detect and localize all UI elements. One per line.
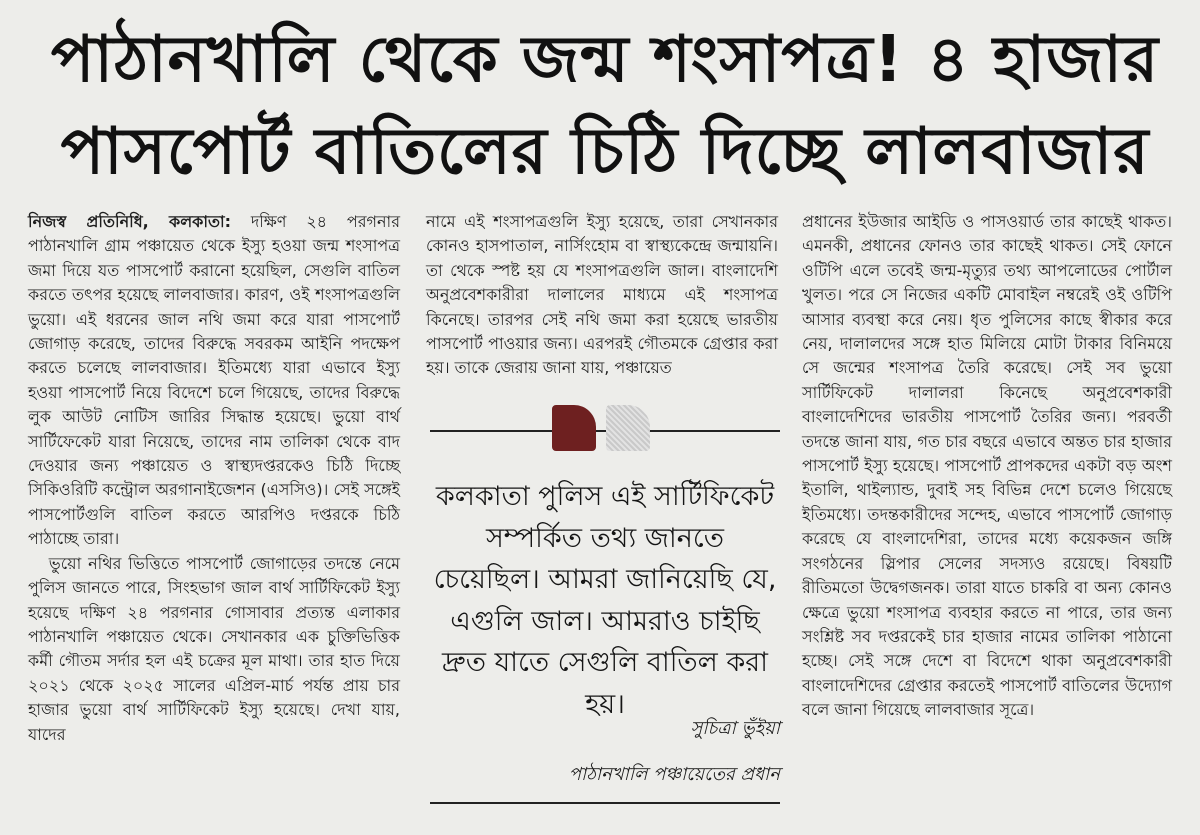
article-paragraph: নামে এই শংসাপত্রগুলি ইস্যু হয়েছে, তারা সেখানকার কোনও হাসপাতাল, নার্সিংহোম বা স্বাস্থ্যকেন্দ্রে জন্মায়নি। তা থেকে স্পষ্ট হয় যে শংসাপত্রগুলি জাল। বাংলাদেশি অনুপ্রবেশকারীরা দালালের মাধ্যমে এই শংসাপত্র কিনেছে। তারপর সেই নথি জমা করা হয়েছে ভারতীয় পাসপোর্ট পাওয়ার জন্য। এরপরই গৌতমকে গ্রেপ্তার করা হয়। তাকে জেরায় জানা যায়, পঞ্চায়েত [426, 212, 778, 378]
article-paragraph [28, 210, 400, 552]
article-column-2 [426, 210, 778, 381]
article-column-3 [802, 210, 1172, 723]
pull-quote: কলকাতা পুলিস এই সার্টিফিকেট সম্পর্কিত তথ্য জানতে চেয়েছিল। আমরা জানিয়েছি যে, এগুলি জাল। আমরাও চাইছি দ্রুত যাতে সেগুলি বাতিল করা হয়। [433, 481, 777, 720]
article-paragraph: ভুয়ো নথির ভিত্তিতে পাসপোর্ট জোগাড়ের তদন্তে নেমে পুলিস জানতে পারে, সিংহভাগ জাল বার্থ সার্টিফিকেট ইস্যু হয়েছে দক্ষিণ ২৪ পরগনার গোসাবার প্রত্যন্ত এলাকার পাঠানখালি পঞ্চায়েত থেকে। সেখানকার এক চুক্তিভিত্তিক কর্মী গৌতম সর্দার হল এই চক্রের মূল মাথা। তার হাত দিয়ে ২০২১ থেকে ২০২৫ সালের এপ্রিল-মার্চ পর্যন্ত প্রায় চার হাজার ভুয়ো বার্থ সার্টিফিকেট ইস্যু হয়েছে। দেখা যায়, যাদের [28, 553, 400, 744]
headline-line-2: পাসপোর্ট বাতিলের চিঠি দিচ্ছে লালবাজার [60, 115, 1150, 189]
quote-mark-icon [552, 405, 596, 451]
quote-attribution-role: পাঠানখালি পঞ্চায়েতের প্রধান [568, 764, 780, 785]
article-paragraph: প্রধানের ইউজার আইডি ও পাসওয়ার্ড তার কাছেই থাকত। এমনকী, প্রধানের ফোনও তার কাছেই থাকত। সেই ফোনে ওটিপি এলে তবেই জন্ম-মৃত্যুর তথ্য আপলোডের পোর্টাল খুলত। পরে সে নিজের একটি মোবাইল নম্বরেই ওই ওটিপি আসার ব্যবস্থা করে নেয়। ধৃত পুলিসের কাছে স্বীকার করে নেয়, দালালদের সঙ্গে হাত মিলিয়ে মোটা টাকার বিনিময়ে সে জন্মের শংসাপত্র তৈরি করেছে। সেই সব ভুয়ো সার্টিফিকেট দালালরা কিনেছে অনুপ্রবেশকারী বাংলাদেশিদের ভারতীয় পাসপোর্ট তৈরির জন্য। পরবর্তী তদন্তে জানা যায়, গত চার বছরে এভাবে অন্তত চার হাজার পাসপোর্ট ইস্যু হয়েছে। পাসপোর্ট প্রাপকদের একটা বড় অংশ ইতালি, থাইল্যান্ড, দুবাই সহ বিভিন্ন দেশে চলেও গিয়েছে ইতিমধ্যে। তদন্তকারীদের সন্দেহ, এভাবে পাসপোর্ট জোগাড় করেছে যে বাংলাদেশিরা, তাদের মধ্যে কয়েকজন জঙ্গি সংগঠনের স্লিপার সেলের সদস্যও রয়েছে। বিষয়টি রীতিমতো উদ্বেগজনক। তারা যাতে চাকরি বা অন্য কোনও ক্ষেত্রে ভুয়ো শংসাপত্র ব্যবহার করতে না পারে, তার জন্য সংশ্লিষ্ট সব দপ্তরকেই চার হাজার নামের তালিকা পাঠানো হচ্ছে। সেই সঙ্গে দেশে বা বিদেশে থাকা অনুপ্রবেশকারী বাংলাদেশিদের গ্রেপ্তার করতেই পাসপোর্ট বাতিলের উদ্যোগ বলে জানা গিয়েছে লালবাজার সূত্রে। [802, 212, 1172, 720]
quote-attribution-name: সুচিত্রা ভুঁইয়া [690, 718, 780, 739]
quote-divider-top [430, 430, 780, 432]
quote-mark-icon [606, 405, 650, 451]
quote-divider-bottom [430, 802, 780, 804]
paragraph-text: দক্ষিণ ২৪ পরগনার পাঠানখালি গ্রাম পঞ্চায়েত থেকে ইস্যু হওয়া জন্ম শংসাপত্র জমা দিয়ে যত পাসপোর্ট করানো হয়েছিল, সেগুলি বাতিল করতে তৎপর হয়েছে লালবাজার। কারণ, ওই শংসাপত্রগুলি ভুয়ো। এই ধরনের জাল নথি জমা করে যারা পাসপোর্ট জোগাড় করেছে, তাদের বিরুদ্ধে সবরকম আইনি পদক্ষেপ করতে চলেছে লালবাজার। ইতিমধ্যে যারা এভাবে ইস্যু হওয়া পাসপোর্ট নিয়ে বিদেশে চলে গিয়েছে, তাদের বিরুদ্ধে লুক আউট নোটিস জারির সিদ্ধান্ত হয়েছে। ভুয়ো বার্থ সার্টিফেকেট যারা নিয়েছে, তাদের নাম তালিকা থেকে বাদ দেওয়ার জন্য পঞ্চায়েত ও স্বাস্থ্যদপ্তরকেও চিঠি দিচ্ছে সিকিওরিটি কন্ট্রোল অরগানাইজেশন (এসসিও)। সেই সঙ্গেই পাসপোর্টগুলি বাতিল করতে আরপিও দপ্তরকে চিঠি পাঠাচ্ছে তারা। [28, 212, 400, 549]
headline [40, 14, 1170, 198]
headline-line-1: পাঠানখালি থেকে জন্ম শংসাপত্র! ৪ হাজার [50, 23, 1160, 97]
dateline: নিজস্ব প্রতিনিধি, কলকাতা: [28, 212, 232, 231]
article-column-1 [28, 210, 400, 747]
